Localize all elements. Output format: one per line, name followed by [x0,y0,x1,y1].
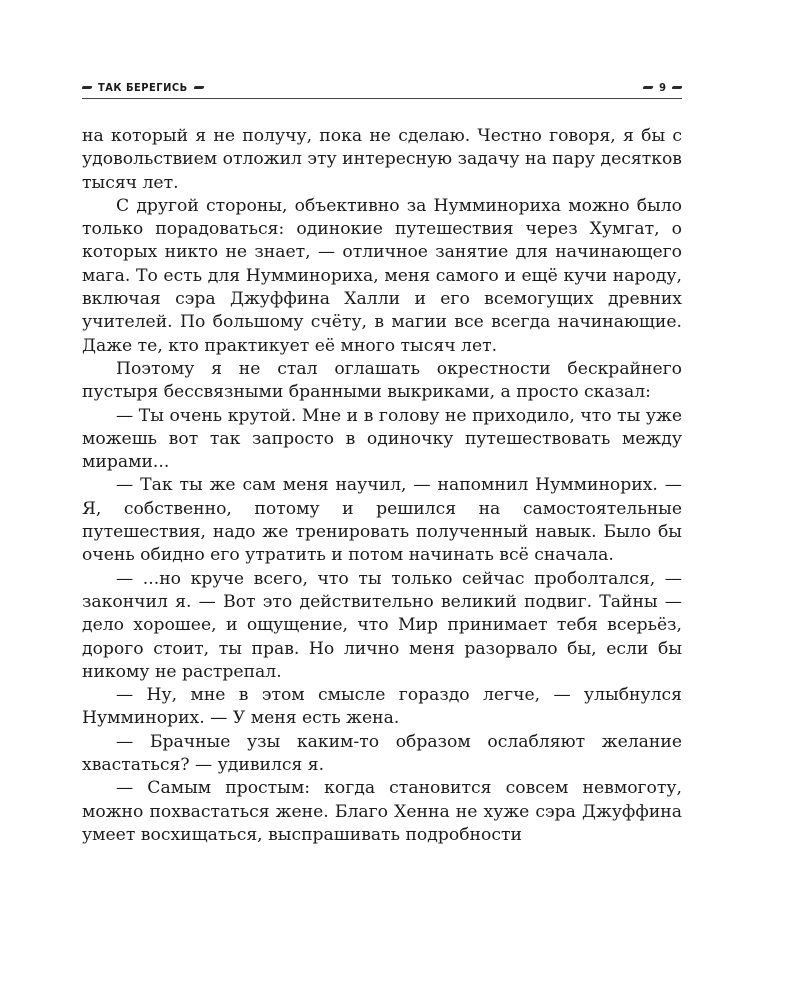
page-number: 9 [659,81,666,94]
paragraph: на который я не получу, пока не сделаю. Честно говоря, я бы с удовольствием отложил эту интересную задачу на пару десятков тысяч лет. [82,126,682,193]
ornament-dash-icon [671,86,682,89]
paragraph: — Брачные узы каким-то образом ослабляют желание хвастаться? — удивился я. [82,731,682,776]
paragraph: С другой стороны, объективно за Нумминориха можно было только порадоваться: одинокие путешествия через Хумгат, о которых никто не знает, — отличное занятие для начинающего мага. То есть для Нумминориха, меня самого и ещё кучи народу, включая сэра Джуффина Халли и его всемогущих древних учителей. По большому счёту, в магии все всегда начинающие. Даже те, кто практикует её много тысяч лет. [82,195,682,356]
paragraph: — Ну, мне в этом смысле гораздо легче, — улыбнулся Нумминорих. — У меня есть жена. [82,685,682,729]
paragraph: Поэтому я не стал оглашать окрестности бескрайнего пустыря бессвязными бранными выкриками, а просто сказал: [82,358,682,403]
paragraph: — Ты очень крутой. Мне и в голову не приходило, что ты уже можешь вот так запросто в одиночку путешествовать между мирами... [82,405,682,473]
paragraph: — Так ты же сам меня научил, — напомнил Нумминорих. — Я, собственно, потому и решился на самостоятельные путешествия, надо же тренировать полученный навык. Было бы очень обидно его утратить и потом начинать всё сначала. [82,475,682,566]
header-rule [82,98,682,99]
header-right [643,81,682,94]
paragraph: — ...но круче всего, что ты только сейчас проболтался, — закончил я. — Вот это действительно великий подвиг. Тайны — дело хорошее, и ощущение, что Мир принимает тебя всерьёз, дорого стоит, ты прав. Но лично меня разорвало бы, если бы никому не растрепал. [82,568,682,682]
header-left [82,81,204,94]
ornament-dash-icon [81,86,92,89]
body-text [82,125,682,847]
ornament-dash-icon [193,86,204,89]
paragraph: — Самым простым: когда становится совсем невмоготу, можно похвастаться жене. Благо Хенна не хуже сэра Джуффина умеет восхищаться, выспрашивать подробности [82,778,682,845]
running-header [82,80,682,102]
running-title: ТАК БЕРЕГИСЬ [98,81,188,94]
ornament-dash-icon [643,86,654,89]
